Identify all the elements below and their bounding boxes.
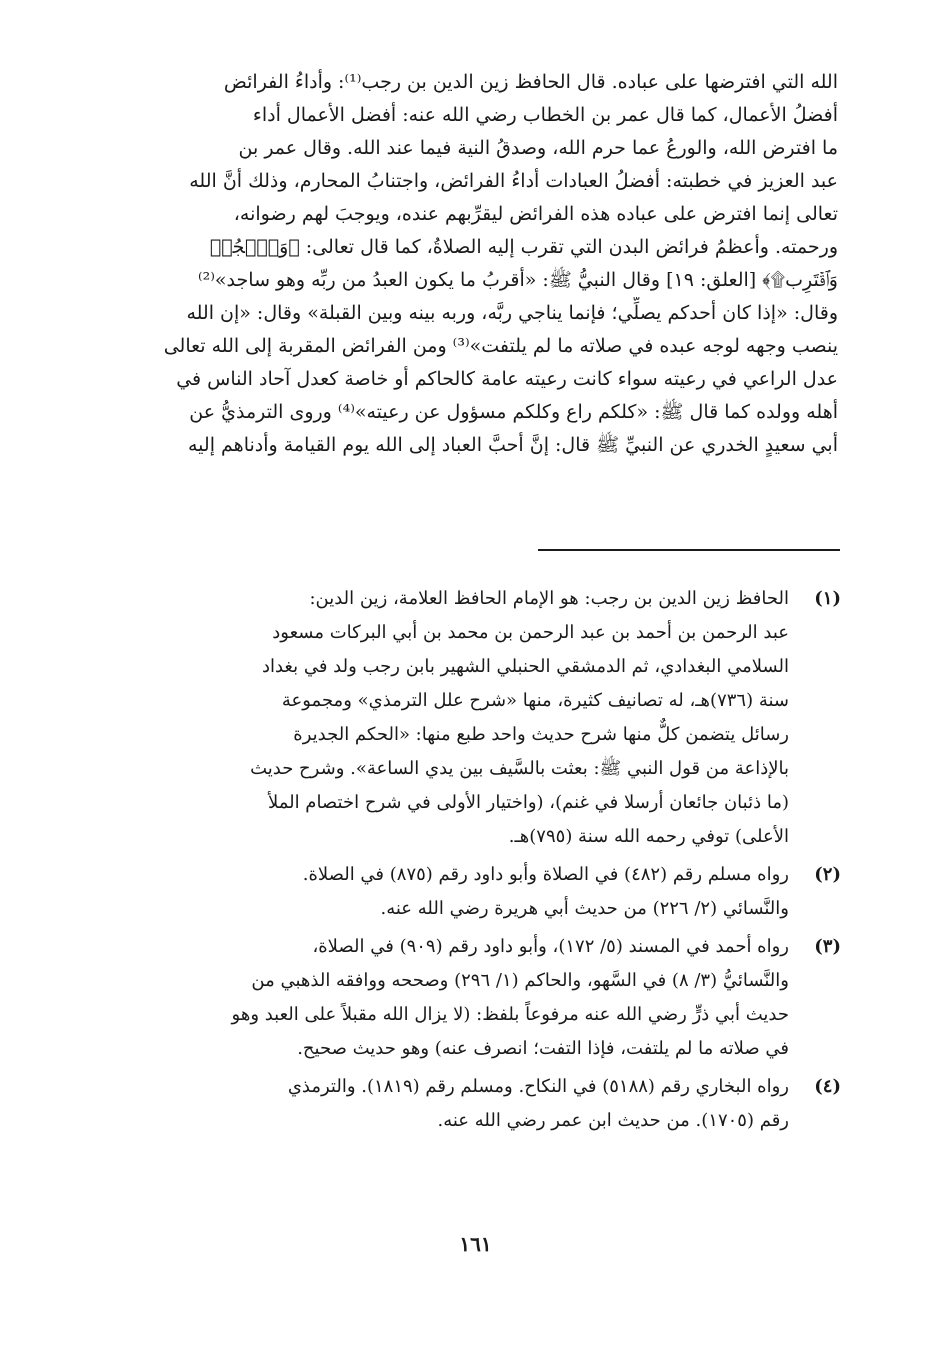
footnote-number: (٤) <box>814 1076 841 1097</box>
footnote-line: رواه البخاري رقم (٥١٨٨) في النكاح. ومسلم رقم (١٨١٩). والترمذي <box>287 1076 789 1097</box>
footnote-divider <box>538 549 840 551</box>
footnote-line: والنَّسائيُّ (٣/ ٨) في السَّهو، والحاكم (١/ ٢٩٦) وصححه ووافقه الذهبي من <box>251 970 789 991</box>
footnotes-section <box>128 582 841 1142</box>
footnote-line: (ما ذئبان جائعان أرسلا في غنم)، (واختيار الأولى في شرح اختصام الملأ <box>267 792 789 813</box>
main-text-line: أهله وولده كما قال ﷺ: «كلكم راع وكلكم مسؤول عن رعيته»⁽⁴⁾ وروى الترمذيُّ عن <box>189 401 838 423</box>
footnote-line: بالإذاعة من قول النبي ﷺ: بعثت بالسَّيف بين يدي الساعة». وشرح حديث <box>250 758 789 779</box>
main-text-line: عبد العزيز في خطبته: أفضلُ العبادات أداءُ الفرائض، واجتنابُ المحارم، وذلك أنَّ الله <box>189 170 838 192</box>
footnote-line: عبد الرحمن بن أحمد بن عبد الرحمن بن محمد بن أبي البركات مسعود <box>272 622 789 643</box>
footnote-number: (٣) <box>814 936 841 957</box>
main-text-line: الله التي افترضها على عباده. قال الحافظ زين الدين بن رجب⁽¹⁾: وأداءُ الفرائض <box>223 71 838 93</box>
main-text-line: أبي سعيدٍ الخدري عن النبيِّ ﷺ قال: إنَّ أحبَّ العباد إلى الله يوم القيامة وأدناهم إليه <box>188 434 838 456</box>
footnote-2 <box>128 858 841 926</box>
footnote-4 <box>128 1070 841 1138</box>
footnote-line: حديث أبي ذرٍّ رضي الله عنه مرفوعاً بلفظ: (لا يزال الله مقبلاً على العبد وهو <box>231 1004 789 1025</box>
footnote-3 <box>128 930 841 1066</box>
main-text-line: عدل الراعي في رعيته سواء كانت رعيته عامة كالحاكم أو خاصة كعدل آحاد الناس في <box>176 368 838 390</box>
footnote-line: رقم (١٧٠٥). من حديث ابن عمر رضي الله عنه. <box>437 1110 789 1131</box>
footnote-line: السلامي البغدادي، ثم الدمشقي الحنبلي الشهير بابن رجب ولد في بغداد <box>261 656 789 677</box>
footnote-number: (١) <box>814 588 841 609</box>
main-text-line: وقال: «إذا كان أحدكم يصلِّي؛ فإنما يناجي ربَّه، وربه بينه وبين القبلة» وقال: «إن الله <box>186 302 838 324</box>
footnote-line: رواه مسلم رقم (٤٨٢) في الصلاة وأبو داود رقم (٨٧٥) في الصلاة. <box>302 864 789 885</box>
main-text-line: ما افترض الله، والورعُ عما حرم الله، وصدقُ النية فيما عند الله. وقال عمر بن <box>238 137 838 159</box>
main-text-line: ينصب وجهه لوجه عبده في صلاته ما لم يلتفت»⁽³⁾ ومن الفرائض المقربة إلى الله تعالى <box>163 335 838 357</box>
footnote-line: رواه أحمد في المسند (٥/ ١٧٢)، وأبو داود رقم (٩٠٩) في الصلاة، <box>312 936 789 957</box>
footnote-line: في صلاته ما لم يلتفت، فإذا التفت؛ انصرف عنه) وهو حديث صحيح. <box>297 1038 789 1059</box>
footnote-line: الحافظ زين الدين بن رجب: هو الإمام الحافظ العلامة، زين الدين: <box>309 588 789 609</box>
page-number: ١٦١ <box>459 1232 492 1256</box>
footnote-line: سنة (٧٣٦)هـ، له تصانيف كثيرة، منها «شرح علل الترمذي» ومجموعة <box>281 690 789 711</box>
main-text-block <box>132 66 838 462</box>
main-text-line: أفضلُ الأعمال، كما قال عمر بن الخطاب رضي الله عنه: أفضل الأعمال أداء <box>252 104 838 126</box>
main-text-line: وَٱقۡتَرِب۩﴾ [العلق: ١٩] وقال النبيُّ ﷺ: «أقربُ ما يكون العبدُ من ربِّه وهو ساجد»⁽²⁾ <box>197 269 838 291</box>
footnote-line: الأعلى) توفي رحمه الله سنة (٧٩٥)هـ. <box>508 826 789 847</box>
footnote-1 <box>128 582 841 854</box>
footnote-line: والنَّسائي (٢/ ٢٢٦) من حديث أبي هريرة رضي الله عنه. <box>380 898 789 919</box>
footnote-line: رسائل يتضمن كلٌّ منها شرح حديث واحد طبع منها: «الحكم الجديرة <box>293 724 789 745</box>
main-text-line: ورحمته. وأعظمُ فرائض البدن التي تقرب إليه الصلاةُ، كما قال تعالى: ﴿وَٱسۡجُدۡ <box>209 236 838 258</box>
footnote-number: (٢) <box>814 864 841 885</box>
main-text-line: تعالى إنما افترض على عباده هذه الفرائض ليقرِّبهم عنده، ويوجبَ لهم رضوانه، <box>233 203 838 225</box>
